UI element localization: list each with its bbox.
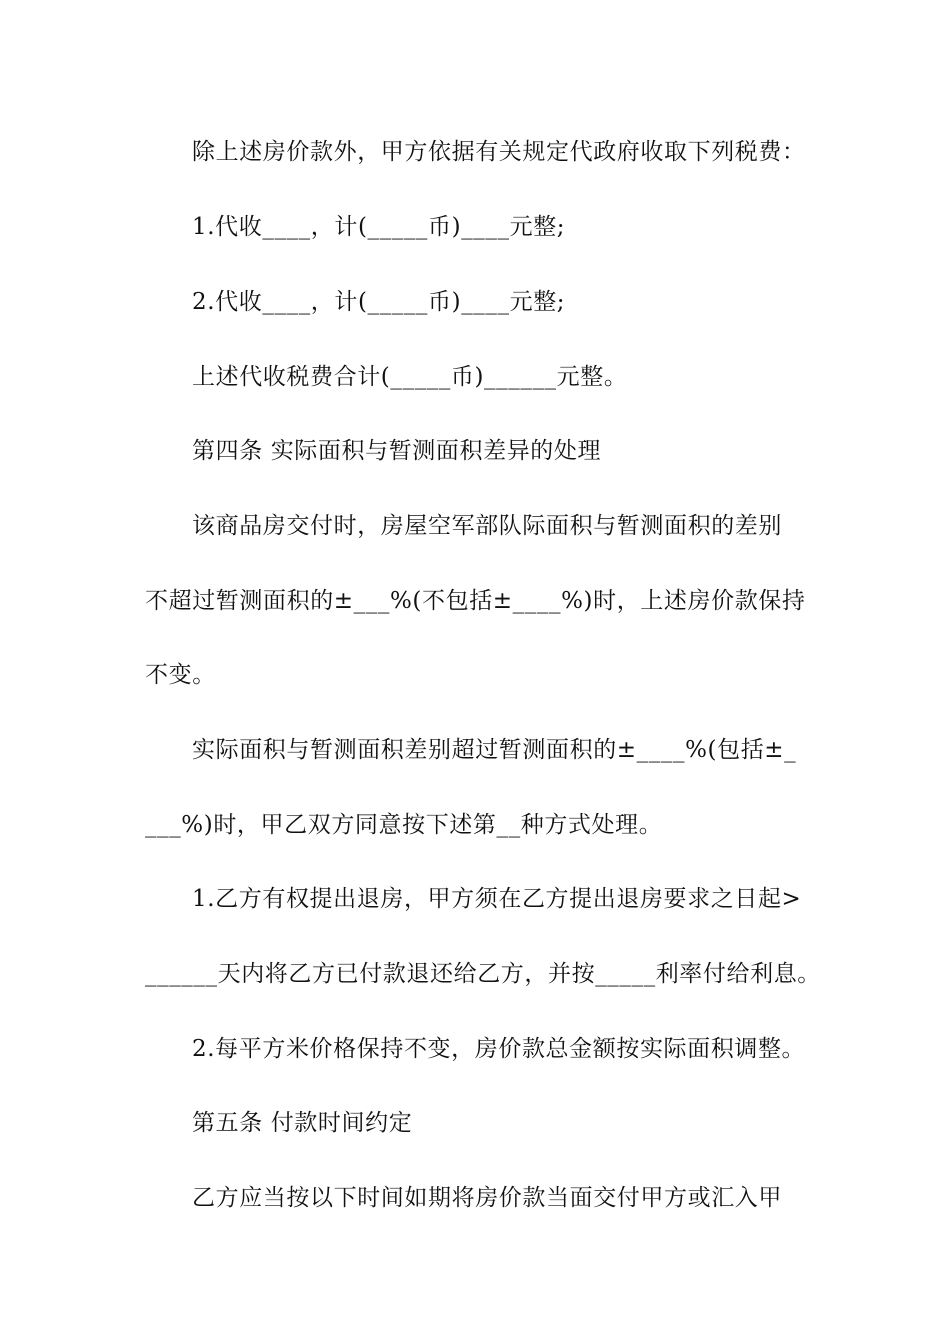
article-4-paragraph-1-line-2: 不超过暂测面积的±___%(不包括±____%)时，上述房价款保持 — [145, 588, 806, 614]
article-4-heading: 第四条 实际面积与暂测面积差异的处理 — [192, 438, 602, 464]
article-4-paragraph-2-line-2: ___%)时，甲乙双方同意按下述第__种方式处理。 — [145, 812, 663, 838]
article-5-heading: 第五条 付款时间约定 — [192, 1110, 413, 1136]
article-4-paragraph-2-line-1: 实际面积与暂测面积差别超过暂测面积的±____%(包括±_ — [192, 737, 797, 763]
tax-item-2: 2.代收____，计(_____币)____元整; — [192, 289, 566, 315]
option-2: 2.每平方米价格保持不变，房价款总金额按实际面积调整。 — [192, 1036, 806, 1062]
option-1-line-2: ______天内将乙方已付款退还给乙方，并按_____利率付给利息。 — [145, 961, 821, 987]
article-4-paragraph-1-line-3: 不变。 — [145, 662, 216, 688]
option-1-line-1: 1.乙方有权提出退房，甲方须在乙方提出退房要求之日起> — [192, 886, 802, 912]
article-4-paragraph-1-line-1: 该商品房交付时，房屋空军部队际面积与暂测面积的差别 — [192, 513, 782, 539]
article-5-paragraph-line-1: 乙方应当按以下时间如期将房价款当面交付甲方或汇入甲 — [192, 1185, 782, 1211]
tax-item-1: 1.代收____，计(_____币)____元整; — [192, 214, 566, 240]
paragraph-taxes-intro: 除上述房价款外，甲方依据有关规定代政府收取下列税费： — [192, 139, 806, 165]
tax-total: 上述代收税费合计(_____币)______元整。 — [192, 364, 628, 390]
